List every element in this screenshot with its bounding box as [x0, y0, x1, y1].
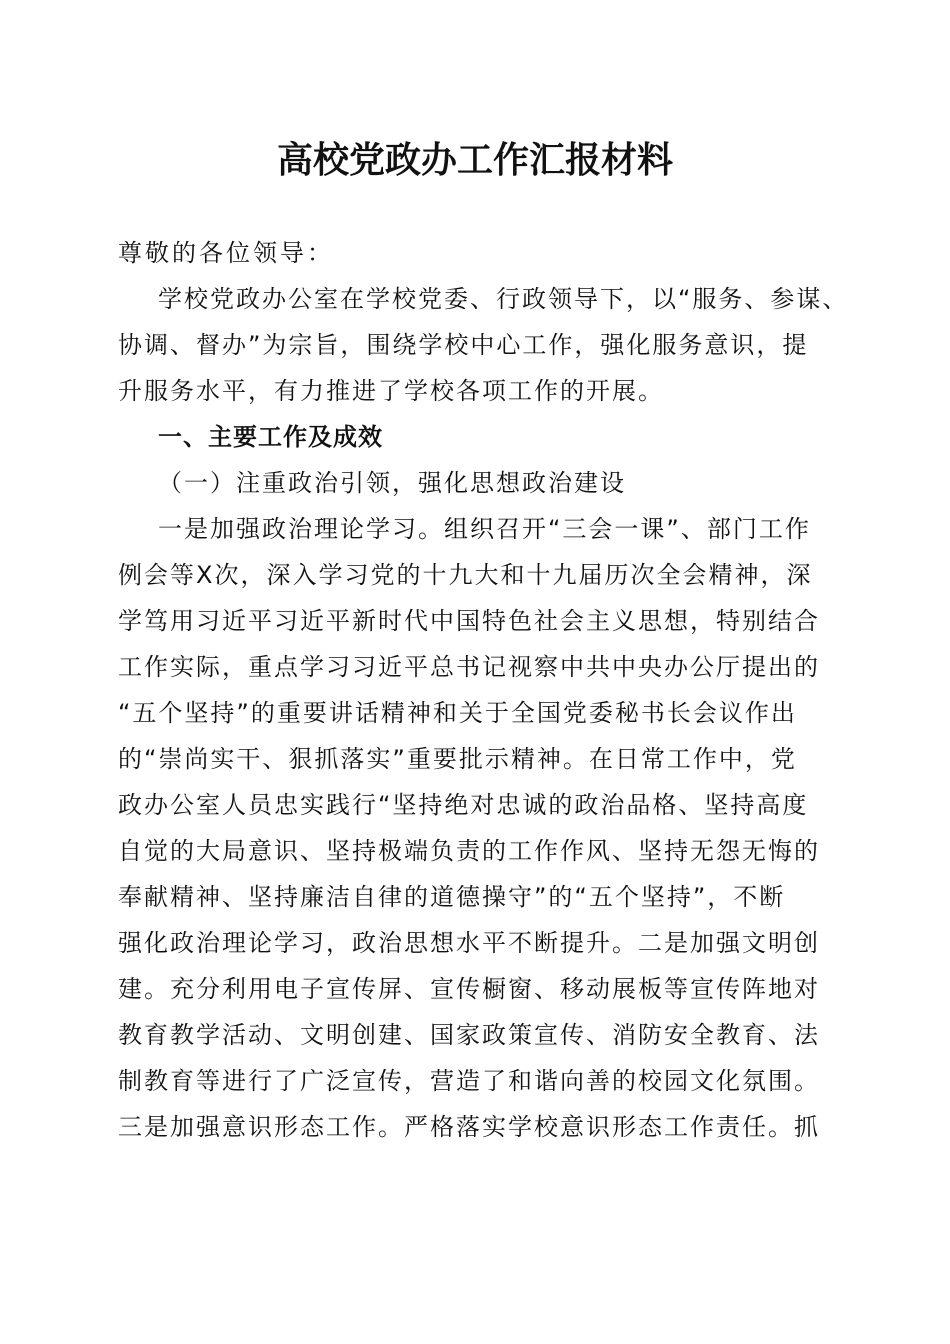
paragraph-line: 升服务水平，有力推进了学校各项工作的开展。	[118, 377, 664, 405]
paragraph-line: 学校党政办公室在学校党委、行政领导下，以“服务、参谋、	[158, 285, 849, 313]
paragraph-line: 建。充分利用电子宣传屏、宣传橱窗、移动展板等宣传阵地对	[118, 975, 820, 1003]
paragraph-line: 教育教学活动、文明创建、国家政策宣传、消防安全教育、法	[118, 1021, 820, 1049]
document-title: 高校党政办工作汇报材料	[276, 139, 673, 181]
salutation: 尊敬的各位领导：	[118, 239, 334, 267]
document-body	[118, 230, 849, 1150]
paragraph-line: 协调、督办”为宗旨，围绕学校中心工作，强化服务意识，提	[118, 331, 809, 359]
subsection-heading: （一）注重政治引领，强化思想政治建设	[158, 469, 626, 497]
paragraph-line: 制教育等进行了广泛宣传，营造了和谐向善的校园文化氛围。	[118, 1067, 820, 1095]
paragraph-line: 工作实际，重点学习习近平总书记视察中共中央办公厅提出的	[118, 653, 820, 681]
paragraph-line: “五个坚持”的重要讲话精神和关于全国党委秘书长会议作出	[118, 699, 797, 727]
paragraph-line: 政办公室人员忠实践行“坚持绝对忠诚的政治品格、坚持高度	[118, 791, 809, 819]
paragraph-line: 三是加强意识形态工作。严格落实学校意识形态工作责任。抓	[118, 1113, 820, 1141]
paragraph-line: 强化政治理论学习，政治思想水平不断提升。二是加强文明创	[118, 929, 820, 957]
paragraph-line: 自觉的大局意识、坚持极端负责的工作作风、坚持无怨无悔的	[118, 837, 820, 865]
paragraph-line: 的“崇尚实干、狠抓落实”重要批示精神。在日常工作中，党	[118, 745, 797, 773]
paragraph-line: 例会等X次，深入学习党的十九大和十九届历次全会精神，深	[118, 561, 813, 589]
section-heading: 一、主要工作及成效	[158, 423, 383, 451]
paragraph-line: 奉献精神、坚持廉洁自律的道德操守”的“五个坚持”，不断	[118, 883, 786, 911]
paragraph-line: 一是加强政治理论学习。组织召开“三会一课”、部门工作	[158, 515, 811, 543]
paragraph-line: 学笃用习近平习近平新时代中国特色社会主义思想，特别结合	[118, 607, 820, 635]
